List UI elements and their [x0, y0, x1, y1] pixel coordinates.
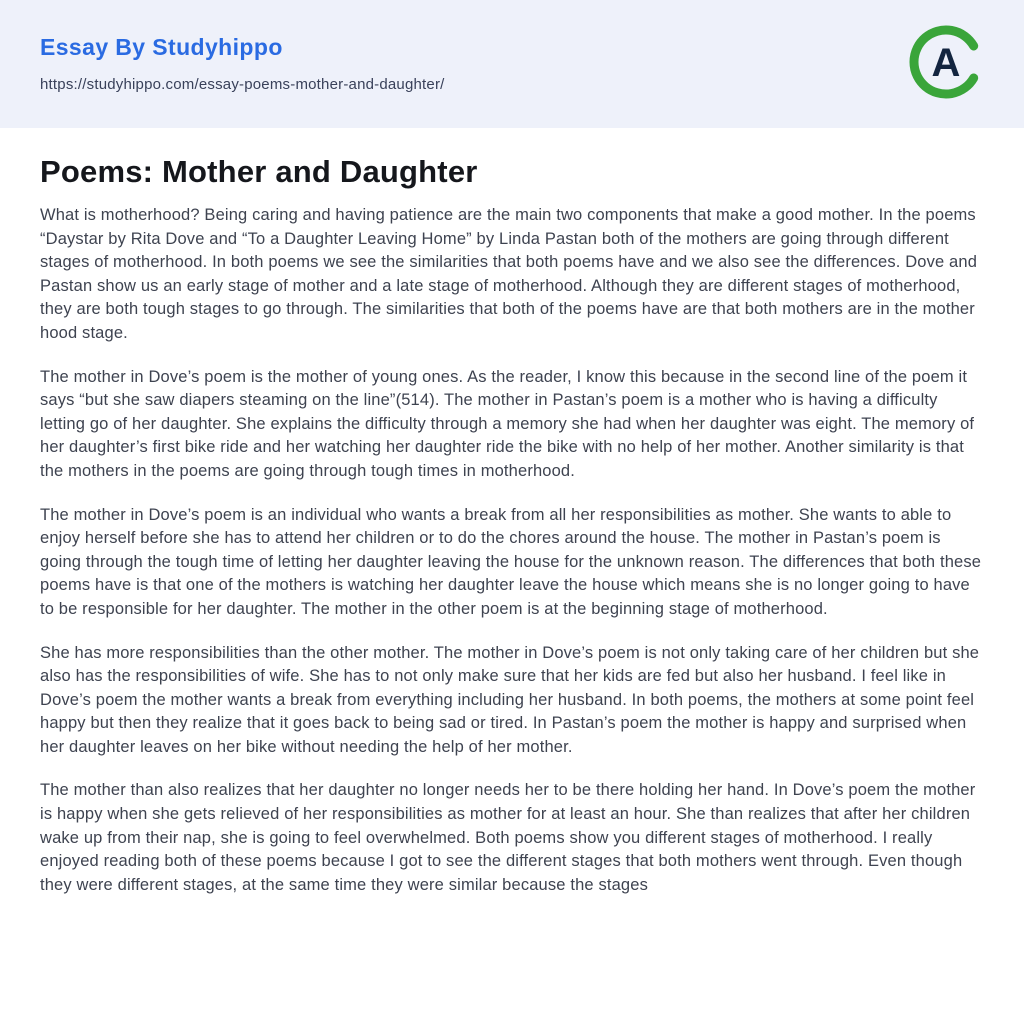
page-header [0, 0, 1024, 128]
brand-title: Essay By Studyhippo [40, 34, 283, 60]
essay-paragraph-1: What is motherhood? Being caring and having patience are the main two components that make a good mother. In the poems “Daystar by Rita Dove and “To a Daughter Leaving Home” by Linda Pastan both of the mothers are going through different stages of motherhood. In both poems we see the similarities that both poems have and we also see the differences. Dove and Pastan show us an early stage of mother and a late stage of motherhood. Although they are different stages of motherhood, they are both tough stages to go through. The similarities that both of the poems have are that both mothers are in the mother hood stage. [40, 206, 978, 342]
essay-paragraph-5: The mother than also realizes that her daughter no longer needs her to be there holding her hand. In Dove’s poem the mother is happy when she gets relieved of her responsibilities as mother for at least an hour. She than realizes that after her children wake up from their nap, she is going to feel overwhelmed. Both poems show you different stages of motherhood. I really enjoyed reading both of these poems because I got to see the different stages that both mothers went through. Even though they were different stages, at the same time they were similar because the stages [40, 781, 976, 894]
essay-content [0, 128, 1024, 947]
header-text-block [40, 34, 984, 93]
essay-title: Poems: Mother and Daughter [40, 154, 478, 189]
essay-paragraph-3: The mother in Dove’s poem is an individual who wants a break from all her responsibilities as mother. She wants to able to enjoy herself before she has to attend her children or to do the chores around the house. The mother in Pastan’s poem is going through the tough time of letting her daughter leaving the house for the unknown reason. The differences that both these poems have is that one of the mothers is watching her daughter leave the house which means she is no longer going to have to be responsible for her daughter. The mother in the other poem is at the beginning stage of motherhood. [40, 505, 982, 618]
source-url-link[interactable]: https://studyhippo.com/essay-poems-mother-and-daughter/ [40, 76, 445, 93]
studyhippo-logo-icon [906, 22, 986, 102]
essay-paragraph-2: The mother in Dove’s poem is the mother of young ones. As the reader, I know this because in the second line of the poem it says “but she saw diapers steaming on the line”(514). The mother in Pastan’s poem is a mother who is having a difficulty letting go of her daughter. She explains the difficulty through a memory she had when her daughter was eight. The memory of her daughter’s first bike ride and her watching her daughter ride the bike with no help of her mother. Another similarity is that the mothers in the poems are going through tough times in motherhood. [40, 367, 975, 480]
essay-paragraph-4: She has more responsibilities than the other mother. The mother in Dove’s poem is not only taking care of her children but she also has the responsibilities of wife. She has to not only make sure that her kids are fed but also her husband. I feel like in Dove’s poem the mother wants a break from everything including her husband. In both poems, the mothers at some point feel happy but then they realize that it goes back to being sad or tired. In Pastan’s poem the mother is happy and surprised when her daughter leaves on her bike without needing the help of her mother. [40, 643, 980, 756]
logo-letter: A [931, 41, 961, 85]
logo-svg [906, 22, 986, 102]
